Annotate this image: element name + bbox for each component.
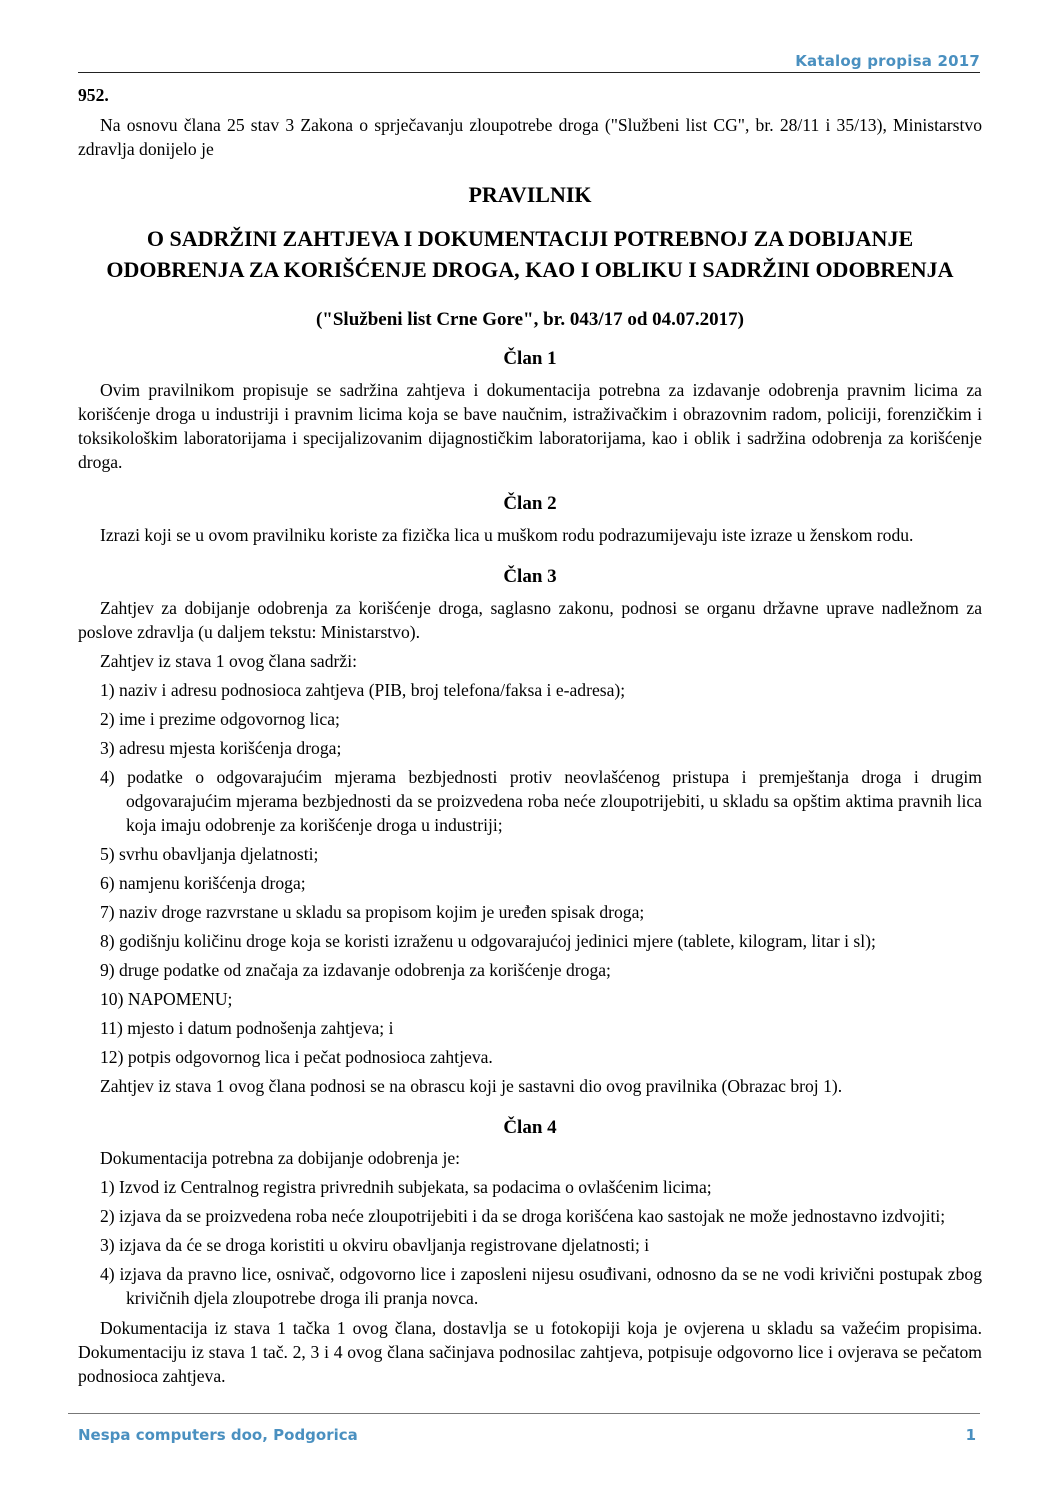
article-3-paragraph-3: Zahtjev iz stava 1 ovog člana podnosi se na obrascu koji je sastavni dio ovog pravilnika (Obrazac broj 1). bbox=[100, 1076, 843, 1096]
article-1-paragraph: Ovim pravilnikom propisuje se sadržina zahtjeva i dokumentacija potrebna za izdavanje odobrenja pravnim licima za korišćenje droga u industriji i pravnim licima koja se bave naučnim, istraživačkim i obrazovnim radom, policiji, forenzičkim i toksikološkim laboratorijama i specijalizovanim dijagnostičkim laboratorijama, kao i oblik i sadržina odobrenja za korišćenje droga. bbox=[78, 380, 982, 472]
gazette-reference: ("Službeni list Crne Gore", br. 043/17 od 04.07.2017) bbox=[315, 309, 745, 330]
list-item: 2) izjava da se proizvedena roba neće zloupotrijebiti i da se droga korišćena kao sastojak ne može jednostavno izdvojiti; bbox=[100, 1206, 946, 1226]
page-number: 1 bbox=[965, 1426, 976, 1444]
list-item: 11) mjesto i datum podnošenja zahtjeva; i bbox=[100, 1018, 394, 1038]
list-item: 1) Izvod iz Centralnog registra privrednih subjekata, sa podacima o ovlašćenim licima; bbox=[100, 1177, 712, 1197]
article-1-heading: Član 1 bbox=[503, 348, 557, 369]
document-body bbox=[78, 83, 982, 1388]
article-4-list-intro: Dokumentacija potrebna za dobijanje odobrenja je: bbox=[100, 1148, 461, 1168]
article-3-heading: Član 3 bbox=[503, 566, 557, 587]
document-number: 952. bbox=[78, 85, 109, 105]
article-4-paragraph-2: Dokumentacija iz stava 1 tačka 1 ovog člana, dostavlja se u fotokopiji koja je ovjerena u skladu sa važećim propisima. Dokumentaciju iz stava 1 tač. 2, 3 i 4 ovog člana sačinjava podnosilac zahtjeva, potpisuje odgovorno lice i ovjerava se pečatom podnosioca zahtjeva. bbox=[78, 1318, 982, 1386]
list-item: 12) potpis odgovornog lica i pečat podnosioca zahtjeva. bbox=[100, 1047, 493, 1067]
header-divider bbox=[78, 72, 980, 73]
list-item: 1) naziv i adresu podnosioca zahtjeva (PIB, broj telefona/faksa i e-adresa); bbox=[100, 680, 626, 700]
list-item: 5) svrhu obavljanja djelatnosti; bbox=[100, 844, 319, 864]
article-3-list-intro: Zahtjev iz stava 1 ovog člana sadrži: bbox=[100, 651, 357, 671]
list-item: 10) NAPOMENU; bbox=[100, 989, 233, 1009]
article-2-heading: Član 2 bbox=[503, 493, 557, 514]
list-item: 2) ime i prezime odgovornog lica; bbox=[100, 709, 340, 729]
list-item: 8) godišnju količinu droge koja se koristi izraženu u odgovarajućoj jedinici mjere (tablete, kilogram, litar i sl); bbox=[100, 931, 876, 951]
list-item: 3) izjava da će se droga koristiti u okviru obavljanja registrovane djelatnosti; i bbox=[100, 1235, 650, 1255]
article-3-paragraph-1: Zahtjev za dobijanje odobrenja za korišćenje droga, saglasno zakonu, podnosi se organu državne uprave nadležnom za poslove zdravlja (u daljem tekstu: Ministarstvo). bbox=[78, 598, 982, 642]
list-item: 4) podatke o odgovarajućim mjerama bezbjednosti protiv neovlašćenog pristupa i premještanja droga i drugim odgovarajućim mjerama bezbjednosti da se proizvedena roba neće zloupotrijebiti, u skladu sa opštim aktima pravnih lica koja imaju odobrenje za korišćenje droga u industriji; bbox=[100, 767, 982, 835]
list-item: 6) namjenu korišćenja droga; bbox=[100, 873, 306, 893]
list-item: 4) izjava da pravno lice, osnivač, odgovorno lice i zaposleni nijesu osuđivani, odnosno da se ne vodi krivični postupak zbog krivičnih djela zloupotrebe droga ili pranja novca. bbox=[100, 1264, 982, 1308]
footer-divider bbox=[68, 1413, 980, 1414]
article-4-heading: Član 4 bbox=[503, 1117, 557, 1138]
footer-publisher: Nespa computers doo, Podgorica bbox=[78, 1426, 358, 1444]
document-title: PRAVILNIK bbox=[468, 182, 592, 207]
document-subtitle: O SADRŽINI ZAHTJEVA I DOKUMENTACIJI POTREBNOJ ZA DOBIJANJE ODOBRENJA ZA KORIŠĆENJE DROGA, KAO I OBLIKU I SADRŽINI ODOBRENJA bbox=[106, 226, 954, 282]
catalog-header-title: Katalog propisa 2017 bbox=[795, 52, 980, 70]
list-item: 7) naziv droge razvrstane u skladu sa propisom kojim je uređen spisak droga; bbox=[100, 902, 645, 922]
article-2-paragraph: Izrazi koji se u ovom pravilniku koriste za fizička lica u muškom rodu podrazumijevaju iste izraze u ženskom rodu. bbox=[100, 525, 914, 545]
list-item: 9) druge podatke od značaja za izdavanje odobrenja za korišćenje droga; bbox=[100, 960, 611, 980]
list-item: 3) adresu mjesta korišćenja droga; bbox=[100, 738, 342, 758]
preamble: Na osnovu člana 25 stav 3 Zakona o sprječavanju zloupotrebe droga ("Službeni list CG", br. 28/11 i 35/13), Ministarstvo zdravlja donijelo je bbox=[78, 115, 982, 159]
